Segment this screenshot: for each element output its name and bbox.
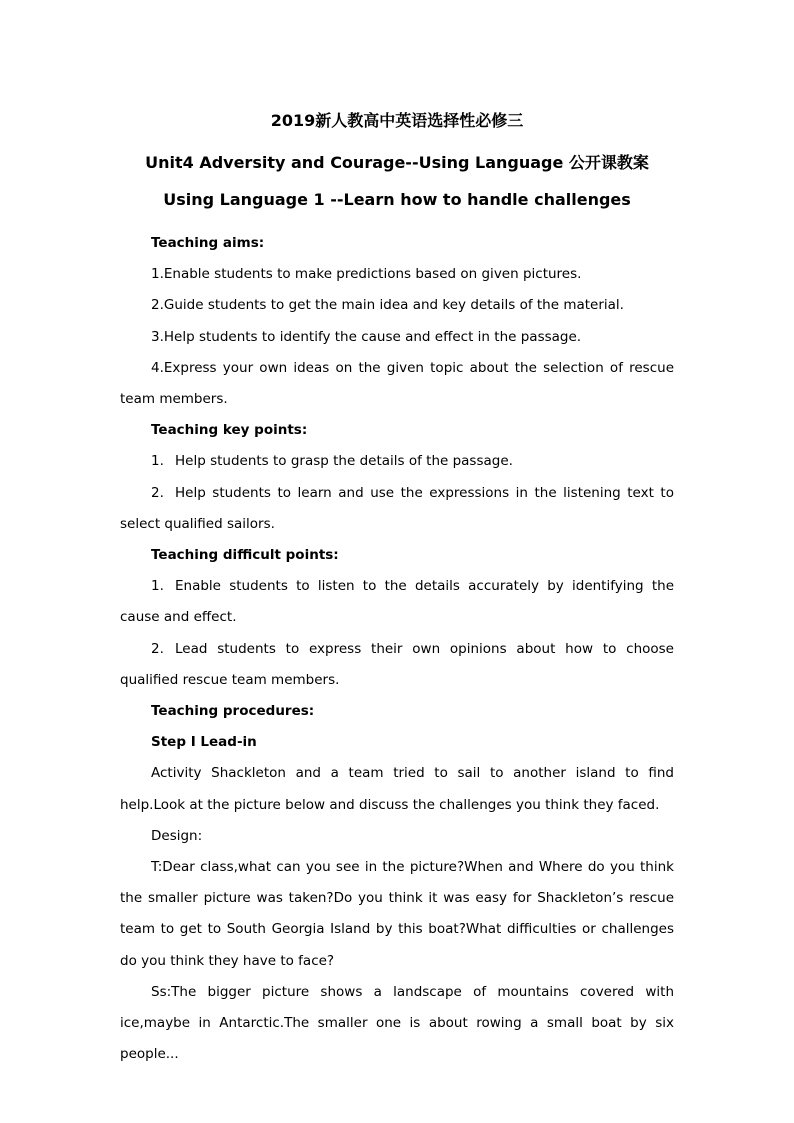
aim-item-4: 4.Express your own ideas on the given topic about the selection of rescue team members. [120,359,674,408]
document-body [120,228,674,1070]
difficult-point-text: Enable students to listen to the details accurately by identifying the cause and effect. [120,578,674,626]
key-points-heading: Teaching key points: [151,422,308,439]
key-point-text: Help students to learn and use the expressions in the listening text to select qualified sailors. [120,484,674,532]
difficult-point-2 [120,634,674,696]
list-number: 2. [151,484,164,501]
activity-paragraph: Activity Shackleton and a team tried to sail to another island to find help.Look at the picture below and discuss the challenges you think they faced. [120,765,674,813]
document-title: 2019新人教高中英语选择性必修三 [270,111,524,130]
aim-item-1: 1.Enable students to make predictions based on given pictures. [151,266,582,283]
students-paragraph: Ss:The bigger picture shows a landscape of mountains covered with ice,maybe in Antarctic.The smaller one is about rowing a small boat by six people... [120,983,674,1063]
design-label: Design: [151,827,203,844]
difficult-point-1 [120,571,674,633]
aim-item-3: 3.Help students to identify the cause and effect in the passage. [151,328,582,345]
difficult-points-heading: Teaching difficult points: [151,547,339,564]
aim-item-2: 2.Guide students to get the main idea and key details of the material. [151,297,624,314]
procedures-heading: Teaching procedures: [151,703,315,720]
lesson-title: Using Language 1 --Learn how to handle challenges [163,190,631,209]
list-number: 1. [151,453,164,470]
list-number: 1. [151,578,164,595]
unit-title: Unit4 Adversity and Courage--Using Language 公开课教案 [145,153,649,172]
aims-heading: Teaching aims: [151,235,265,251]
key-point-1 [120,446,674,477]
difficult-point-text: Lead students to express their own opinions about how to choose qualified rescue team members. [120,640,674,688]
list-number: 2. [151,640,164,657]
teacher-paragraph: T:Dear class,what can you see in the picture?When and Where do you think the smaller picture was taken?Do you think it was easy for Shackleton’s rescue team to get to South Georgia Island by this boat?What difficulties or challenges do you think they have to face? [120,859,674,969]
step-heading: Step Ⅰ Lead-in [151,734,257,751]
key-point-2 [120,478,674,540]
key-point-text: Help students to grasp the details of the passage. [175,453,513,470]
